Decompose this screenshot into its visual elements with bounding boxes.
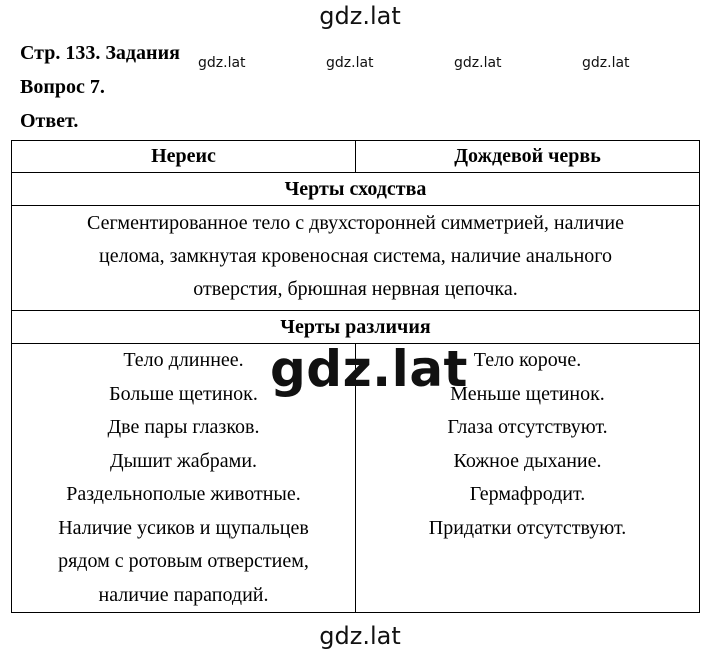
column-header-earthworm: Дождевой червь: [356, 141, 700, 173]
list-item: Две пары глазков.: [107, 416, 260, 438]
list-item: Меньше щетинок.: [450, 382, 605, 405]
list-item: наличие параподий.: [98, 583, 269, 606]
similarities-line: целома, замкнутая кровеносная система, наличие анального: [99, 245, 612, 267]
list-item: Гермафродит.: [469, 483, 586, 505]
answer-label: Ответ.: [20, 110, 79, 132]
page-title: Стр. 133. Задания: [20, 42, 180, 64]
similarities-title: Черты сходства: [12, 173, 700, 206]
watermark-large: gdz.lat: [270, 340, 468, 398]
differences-title: Черты различия: [12, 311, 700, 344]
list-item: Тело длиннее.: [123, 349, 244, 371]
watermark-bottom: gdz.lat: [319, 622, 401, 650]
list-item: Раздельнополые животные.: [66, 483, 301, 505]
list-item: Кожное дыхание.: [453, 449, 602, 472]
list-item: Тело короче.: [473, 349, 582, 371]
watermark-small: gdz.lat: [582, 55, 630, 71]
list-item: Глаза отсутствуют.: [447, 416, 608, 438]
list-item: Наличие усиков и щупальцев: [58, 516, 309, 539]
watermark-small: gdz.lat: [198, 55, 246, 71]
watermark-top: gdz.lat: [319, 2, 401, 30]
column-header-nereis: Нереис: [12, 141, 356, 173]
similarities-line: Сегментированное тело с двухсторонней симметрией, наличие: [87, 212, 624, 234]
list-item: Придатки отсутствуют.: [428, 516, 627, 539]
similarities-text: [12, 206, 700, 311]
watermark-small: gdz.lat: [454, 55, 502, 71]
list-item: Больше щетинок.: [109, 382, 258, 405]
watermark-small: gdz.lat: [326, 55, 374, 71]
question-label: Вопрос 7.: [20, 76, 105, 98]
list-item: рядом с ротовым отверстием,: [58, 550, 309, 572]
similarities-line: отверстия, брюшная нервная цепочка.: [193, 278, 518, 300]
list-item: Дышит жабрами.: [109, 449, 258, 472]
